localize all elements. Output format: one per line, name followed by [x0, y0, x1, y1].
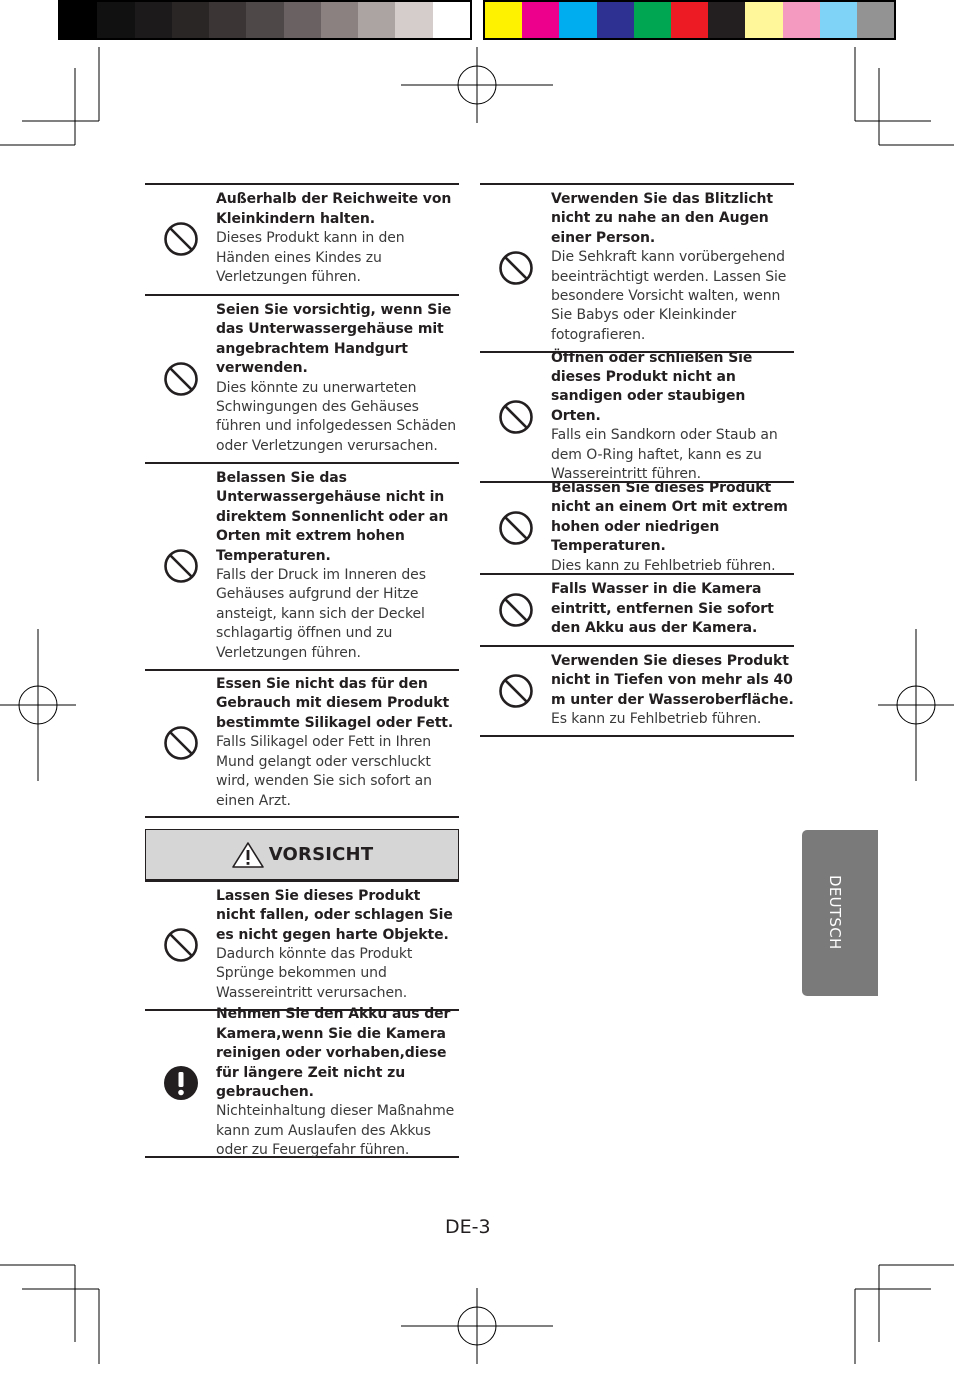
page-number: DE-3	[445, 1216, 491, 1238]
prohibition-icon	[145, 725, 216, 761]
warning-entry	[145, 880, 459, 1009]
prohibition-icon	[480, 592, 551, 628]
warning-body: Falls der Druck im Inneren des Gehäuses aufgrund der Hitze ansteigt, kann sich der Deckel schlagartig öffnen und zu Verletzungen führen.	[216, 567, 426, 661]
warning-body: Dadurch könnte das Produkt Sprünge bekommen und Wassereintritt verursachen.	[216, 946, 413, 1001]
warning-entry	[145, 669, 459, 818]
warning-title: Nehmen Sie den Akku aus der Kamera,wenn Sie die Kamera reinigen oder vorhaben,diese für längere Zeit nicht zu gebrauchen.	[216, 1006, 451, 1100]
warning-body: Es kann zu Fehlbetrieb führen.	[551, 710, 762, 727]
prohibition-icon	[145, 361, 216, 397]
warning-entry	[145, 294, 459, 462]
warning-body: Dieses Produkt kann in den Händen eines Kindes zu Verletzungen führen.	[216, 230, 405, 286]
language-side-tab	[802, 830, 878, 996]
warning-title: Essen Sie nicht das für den Gebrauch mit diesem Produkt bestimmte Silikagel oder Fett.	[216, 676, 454, 731]
left-warning-column	[145, 183, 459, 818]
warning-title: Seien Sie vorsichtig, wenn Sie das Unterwassergehäuse mit angebrachtem Handgurt verwenden.	[216, 301, 452, 377]
warning-entry	[480, 183, 794, 351]
prohibition-icon	[145, 221, 216, 257]
right-warning-column	[480, 183, 794, 737]
language-side-tab-label: DEUTSCH	[826, 875, 844, 950]
warning-title: Öffnen oder schließen Sie dieses Produkt nicht an sandigen oder staubigen Orten.	[551, 349, 753, 424]
warning-title: Außerhalb der Reichweite von Kleinkindern halten.	[216, 191, 452, 227]
warning-entry	[145, 462, 459, 669]
caution-heading: VORSICHT	[268, 844, 374, 865]
warning-title: Belassen Sie das Unterwassergehäuse nicht in direktem Sonnenlicht oder an Orten mit extrem hohen Temperaturen.	[216, 469, 449, 564]
prohibition-icon	[145, 548, 216, 584]
warning-entry	[480, 573, 794, 645]
prohibition-icon	[145, 927, 216, 963]
warning-title: Verwenden Sie das Blitzlicht nicht zu nahe an den Augen einer Person.	[551, 190, 774, 246]
warning-title: Falls Wasser in die Kamera eintritt, entfernen Sie sofort den Akku aus der Kamera.	[551, 581, 774, 637]
warning-body: Falls ein Sandkorn oder Staub an dem O-Ring haftet, kann es zu Wassereintritt führen.	[551, 427, 778, 483]
caution-column	[145, 880, 459, 1158]
warning-entry	[480, 645, 794, 737]
warning-body: Dies könnte zu unerwarteten Schwingungen des Gehäuses führen und infolgedessen Schäden oder Verletzungen verursachen.	[216, 379, 457, 454]
prohibition-icon	[480, 250, 551, 286]
prohibition-icon	[480, 510, 551, 546]
prohibition-icon	[480, 673, 551, 709]
warning-title: Verwenden Sie dieses Produkt nicht in Tiefen von mehr als 40 m unter der Wasseroberfläche.	[551, 652, 794, 708]
caution-header	[145, 829, 459, 880]
prohibition-icon	[480, 399, 551, 435]
warning-body: Falls Silikagel oder Fett in Ihren Mund gelangt oder verschluckt wird, wenden Sie sich sofort an einen Arzt.	[216, 734, 432, 809]
warning-title: Belassen Sie dieses Produkt nicht an einem Ort mit extrem hohen oder niedrigen Temperaturen.	[551, 479, 788, 555]
exclamation-icon	[145, 1065, 216, 1101]
warning-title: Lassen Sie dieses Produkt nicht fallen, oder schlagen Sie es nicht gegen harte Objekte.	[216, 887, 453, 943]
warning-body: Die Sehkraft kann vorübergehend beeinträchtigt werden. Lassen Sie besondere Vorsicht walten, wenn Sie Babys oder Kleinkinder fotografieren.	[551, 249, 787, 343]
warning-entry	[145, 183, 459, 294]
warning-body: Dies kann zu Fehlbetrieb führen.	[551, 557, 776, 574]
warning-entry	[480, 351, 794, 481]
warning-entry	[145, 1006, 459, 1159]
warning-triangle-icon	[231, 841, 265, 869]
warning-body: Nichteinhaltung dieser Maßnahme kann zum Auslaufen des Akkus oder zu Feuergefahr führen.	[216, 1103, 455, 1159]
warning-entry	[480, 481, 794, 573]
